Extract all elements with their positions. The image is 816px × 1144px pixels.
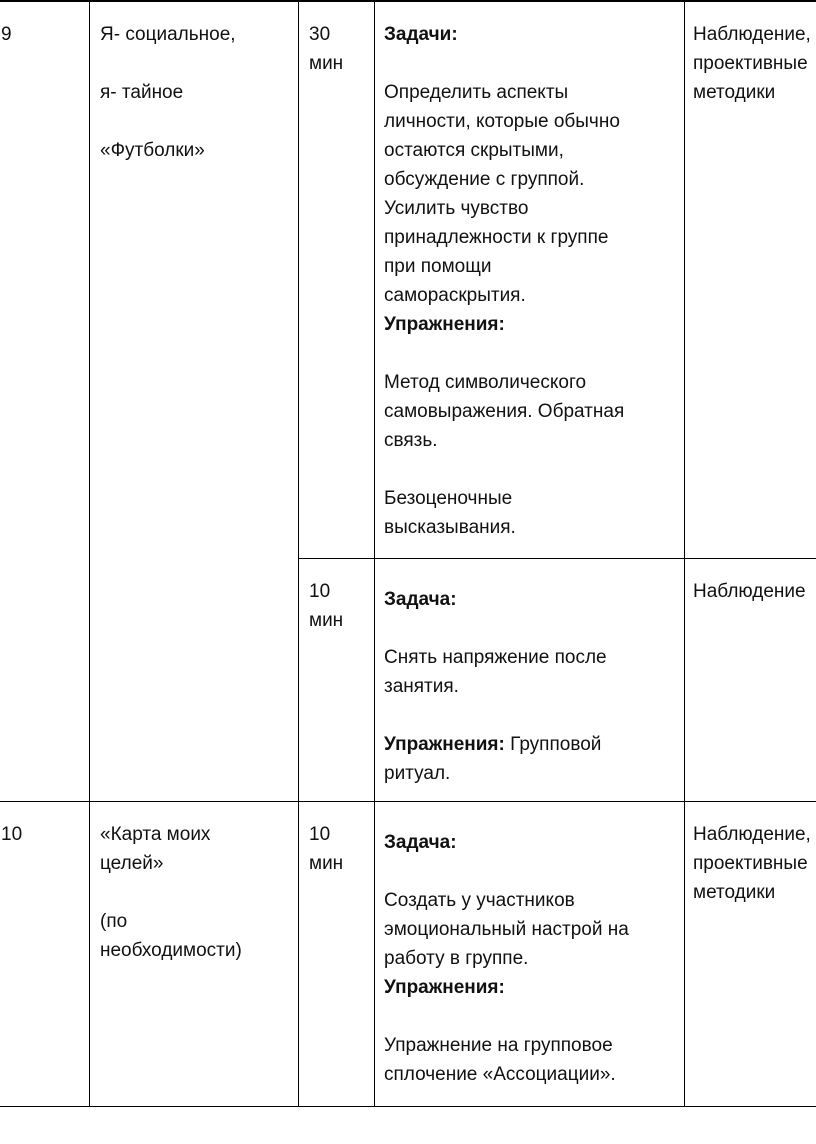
- task-text-line: личности, которые обычно: [384, 111, 620, 132]
- duration-value: 10: [309, 823, 331, 845]
- exercise-text-line: Упражнение на групповое: [384, 1034, 613, 1056]
- task-heading: Задача:: [384, 588, 457, 610]
- duration-unit: мин: [309, 609, 344, 631]
- row-9-part-2-content-cell: [375, 558, 685, 801]
- exercise-text-line: самовыражения. Обратная: [384, 401, 625, 422]
- row-10-method-cell: [685, 801, 816, 1106]
- method-line: проективные: [693, 852, 808, 874]
- exercise-text-line: связь.: [384, 430, 438, 451]
- session-title-line: (по: [100, 910, 128, 932]
- task-text-line: Снять напряжение после: [384, 646, 607, 668]
- row-9-time-cell: [299, 1, 375, 558]
- row-10-time-cell: [299, 801, 375, 1106]
- session-title-line: я- тайное: [100, 82, 184, 103]
- session-title-line: целей»: [100, 852, 164, 874]
- row-10-title-cell: [90, 801, 299, 1106]
- exercise-text-line: ритуал.: [384, 762, 451, 784]
- exercise-heading: Упражнения:: [384, 976, 505, 998]
- task-heading: Задачи:: [384, 24, 458, 45]
- row-number: 9: [1, 24, 12, 45]
- exercise-text-line: высказывания.: [384, 517, 516, 538]
- row-9-part-2-method-cell: [685, 558, 816, 801]
- table-row-10: [0, 801, 816, 1106]
- task-text-line: самораскрытия.: [384, 285, 526, 306]
- exercise-heading: Упражнения:: [384, 314, 505, 335]
- method-line: Наблюдение,: [693, 24, 811, 45]
- row-9-part-2-time-cell: [299, 558, 375, 801]
- row-9-title-cell: [90, 1, 299, 801]
- task-heading: Задача:: [384, 831, 457, 853]
- exercise-line: [384, 730, 678, 759]
- exercise-text-line: сплочение «Ассоциации».: [384, 1063, 616, 1085]
- row-number: 10: [1, 823, 23, 845]
- exercise-text-line: Безоценочные: [384, 488, 513, 509]
- row-9-number-cell: [0, 1, 90, 801]
- duration-unit: мин: [309, 53, 344, 74]
- method-line: Наблюдение,: [693, 823, 811, 845]
- task-text-line: при помощи: [384, 256, 492, 277]
- task-text-line: эмоциональный настрой на: [384, 918, 629, 940]
- session-title-line: Я- социальное,: [100, 24, 236, 45]
- method-line: проективные: [693, 53, 808, 74]
- table-row-9-part-1: [0, 1, 816, 558]
- duration-value: 10: [309, 580, 331, 602]
- row-9-content-cell: [375, 1, 685, 558]
- exercise-text-line: Метод символического: [384, 372, 587, 393]
- duration-value: 30: [309, 24, 331, 45]
- method-line: методики: [693, 82, 776, 103]
- row-9-method-cell: [685, 1, 816, 558]
- task-text-line: принадлежности к группе: [384, 227, 609, 248]
- duration-unit: мин: [309, 852, 344, 874]
- task-text-line: Определить аспекты: [384, 82, 569, 103]
- exercise-heading: Упражнения:: [384, 733, 505, 755]
- method-line: методики: [693, 881, 776, 903]
- method-line: Наблюдение: [693, 580, 806, 602]
- task-text-line: занятия.: [384, 675, 459, 697]
- row-10-number-cell: [0, 801, 90, 1106]
- task-text-line: остаются скрытыми,: [384, 140, 564, 161]
- task-text-line: Создать у участников: [384, 889, 575, 911]
- exercise-inline-text: Групповой: [504, 733, 602, 755]
- row-10-content-cell: [375, 801, 685, 1106]
- task-text-line: работу в группе.: [384, 947, 529, 969]
- session-title-line: необходимости): [100, 939, 242, 961]
- task-text-line: обсуждение с группой.: [384, 169, 585, 190]
- task-text-line: Усилить чувство: [384, 198, 529, 219]
- session-title-line: «Футболки»: [100, 140, 205, 161]
- session-title-line: «Карта моих: [100, 823, 211, 845]
